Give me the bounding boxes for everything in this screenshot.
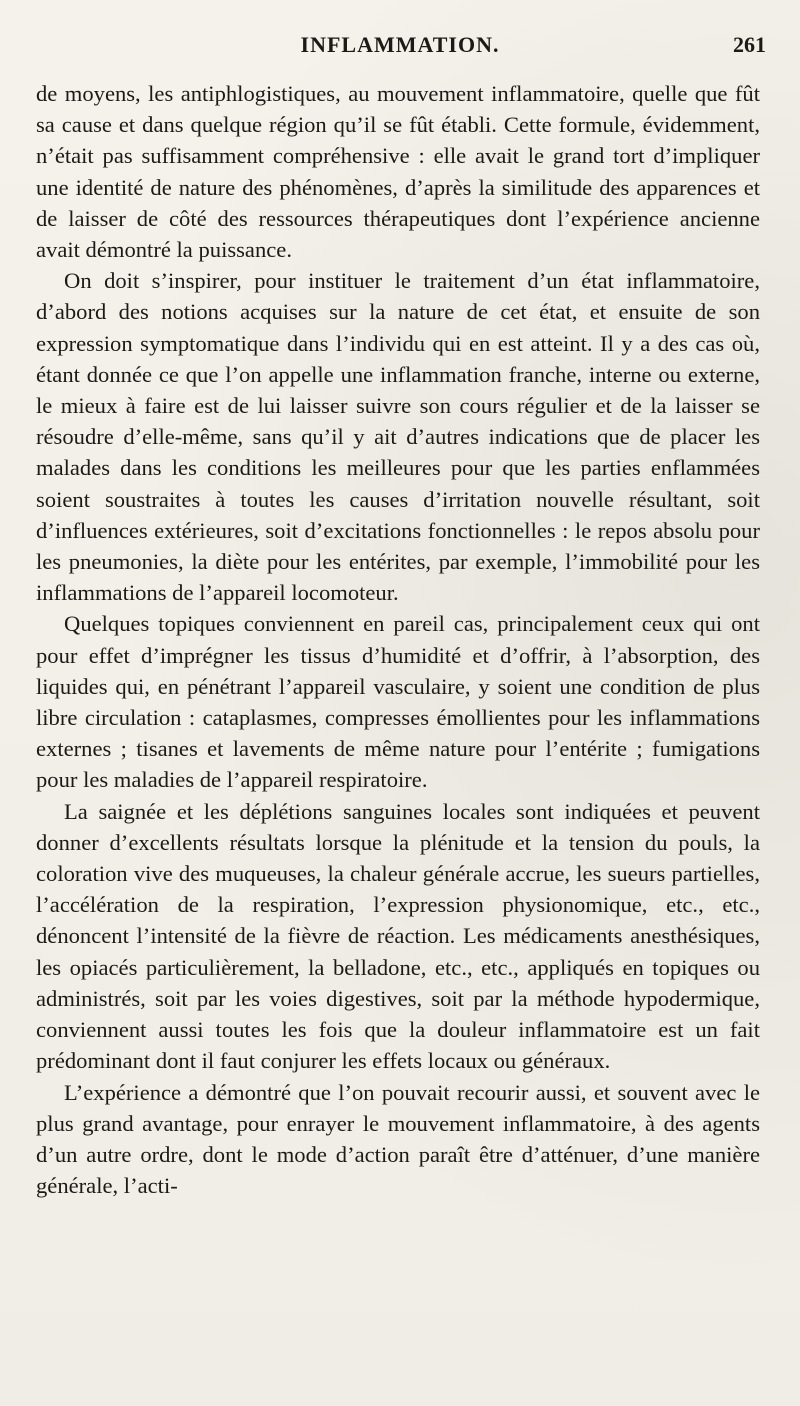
paragraph-saignee: La saignée et les déplétions sanguines locales sont indiquées et peuvent donner d’excellents résultats lorsque la plénitude et la tension du pouls, la coloration vive des muqueuses, la chaleur générale accrue, les sueurs partielles, l’accélération de la respiration, l’expression physionomique, etc., etc., dénoncent l’intensité de la fièvre de réaction. Les médicaments anesthésiques, les opiacés particulièrement, la belladone, etc., etc., appliqués en topiques ou administrés, soit par les voies digestives, soit par la méthode hypodermique, conviennent aussi toutes les fois que la douleur inflammatoire est un fait prédominant dont il faut conjurer les effets locaux ou généraux.	[36, 798, 760, 1074]
page-number: 261	[733, 32, 766, 57]
paragraph-topiques: Quelques topiques conviennent en pareil cas, principalement ceux qui ont pour effet d’imprégner les tissus d’humidité et d’offrir, à l’absorption, des liquides qui, en pénétrant l’appareil vasculaire, y soient une condition de plus libre circulation : cataplasmes, compresses émollientes pour les inflammations externes ; tisanes et lavements de même nature pour l’entérite ; fumigations pour les maladies de l’appareil respiratoire.	[36, 611, 760, 793]
paragraph-experience: L’expérience a démontré que l’on pouvait recourir aussi, et souvent avec le plus grand avantage, pour enrayer le mouvement inflammatoire, à des agents d’un autre ordre, dont le mode d’action paraît être d’atténuer, d’une manière générale, l’acti-	[36, 1079, 760, 1199]
paragraph-treatment: On doit s’inspirer, pour instituer le traitement d’un état inflammatoire, d’abord des notions acquises sur la nature de cet état, et ensuite de son expression symptomatique dans l’individu qui en est atteint. Il y a des cas où, étant donnée ce que l’on appelle une inflammation franche, interne ou externe, le mieux à faire est de lui laisser suivre son cours régulier et de la laisser se résoudre d’elle-même, sans qu’il y ait d’autres indications que de placer les malades dans les conditions les meilleures pour que les parties enflammées soient soustraites à toutes les causes d’irritation nouvelle résultant, soit d’influences extérieures, soit d’excitations fonctionnelles : le repos absolu pour les pneumonies, la diète pour les entérites, par exemple, l’immobilité pour les inflammations de l’appareil locomoteur.	[36, 268, 760, 606]
running-header	[0, 30, 800, 64]
body-text	[36, 78, 760, 1201]
paragraph-continuation: de moyens, les antiphlogistiques, au mouvement inflammatoire, quelle que fût sa cause et dans quelque région qu’il se fût établi. Cette formule, évidemment, n’était pas suffisamment compréhensive : elle avait le grand tort d’impliquer une identité de nature des phénomènes, d’après la similitude des apparences et de laisser de côté des ressources thérapeutiques dont l’expérience ancienne avait démontré la puissance.	[36, 81, 760, 263]
running-title: INFLAMMATION.	[300, 32, 500, 57]
